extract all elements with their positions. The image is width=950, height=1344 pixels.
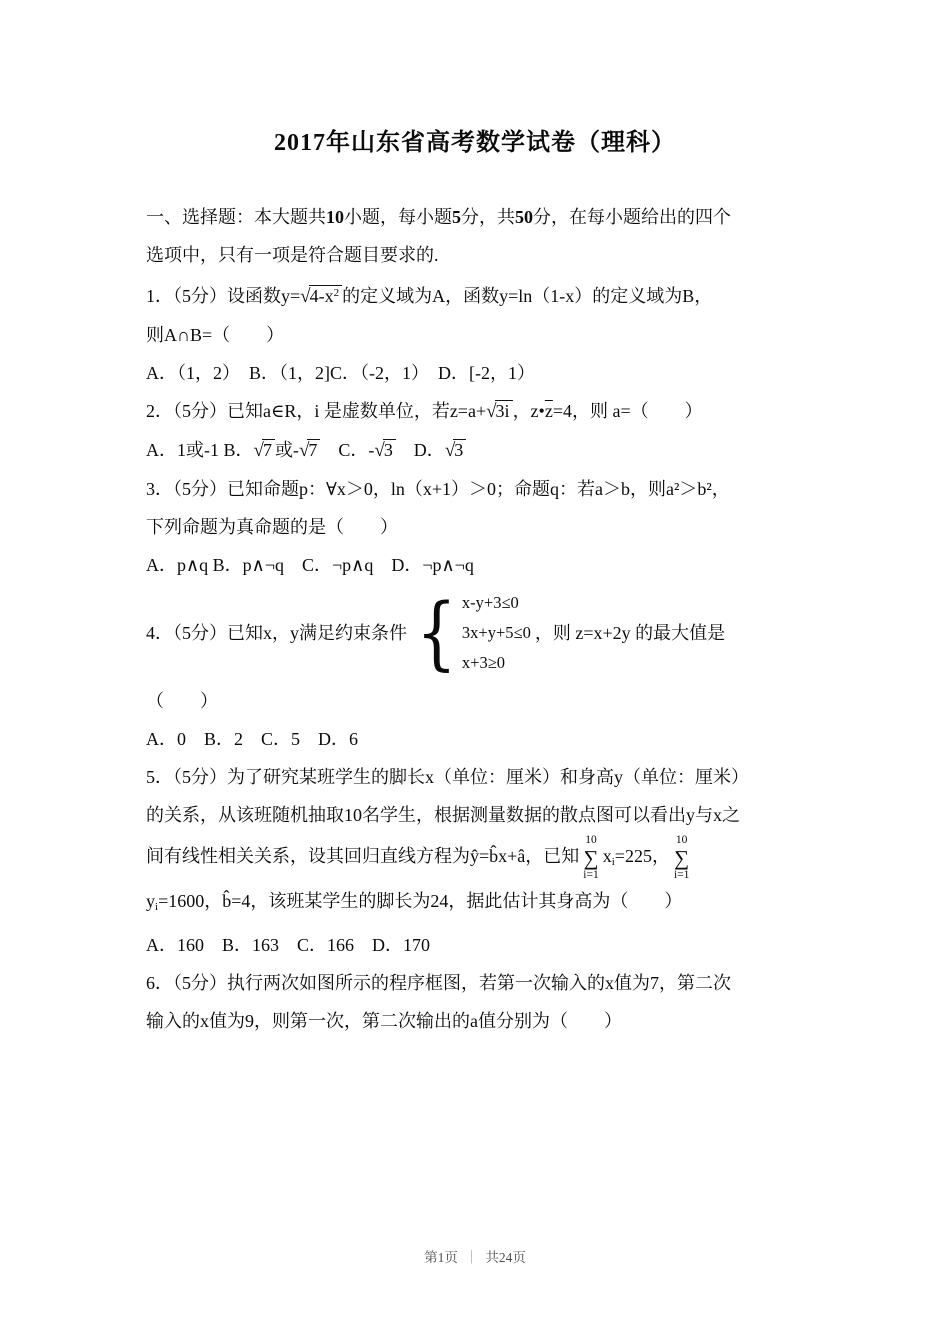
sqrt-expression	[374, 440, 395, 460]
intro-points-each: 5	[452, 207, 461, 227]
q2-options	[146, 440, 466, 460]
constraint-1: x-y+3≤0	[461, 593, 519, 612]
q5-line3-text-a: 间有线性相关关系，设其回归直线方程为	[146, 846, 470, 867]
q1-text-post: 的定义域为A，函数y=ln（1-x）的定义域为B，	[342, 286, 713, 306]
subscript: i	[611, 856, 615, 869]
q1-line2: 则A∩B=（ ）	[146, 325, 285, 345]
intro-line2: 选项中，只有一项是符合题目要求的.	[146, 245, 439, 265]
q3-line1: 3．（5分）已知命题p：∀x＞0，ln（x+1）＞0；命题q：若a＞b，则a²＞b²，	[146, 479, 730, 499]
sqrt-expression	[300, 286, 342, 306]
q4-text-pre: 4．（5分）已知x，y满足约束条件	[146, 623, 407, 643]
q5-y-value: =1600，	[158, 891, 223, 911]
regression-formula: ŷ=b̂x+â	[470, 846, 526, 867]
sum-lower-limit: i=1	[583, 869, 599, 881]
q5-line2: 的关系，从该班随机抽取10名学生，根据测量数据的散点图可以看出y与x之	[146, 805, 740, 825]
radicand-text: 3	[383, 439, 396, 460]
q1-options: A．（1，2） B．（1，2]C．（-2，1） D．[-2，1）	[146, 363, 535, 383]
sum-lower-limit: i=1	[673, 869, 690, 881]
q6-line1: 6．（5分）执行两次如图所示的程序框图，若第一次输入的x值为7，第二次	[146, 973, 731, 993]
q5-line3-text-b: ，已知	[525, 846, 580, 867]
intro-text-3: 分，共	[461, 207, 515, 227]
q4-line2: （ ）	[146, 691, 218, 711]
q2-opt-text-4: D．	[395, 440, 445, 460]
q5-line3	[146, 834, 693, 881]
q1-text-pre: 1．（5分）设函数y=	[146, 286, 301, 306]
radical-sign-icon: √	[253, 440, 264, 461]
intro-count-questions: 10	[326, 207, 344, 227]
radicand-text: 7	[262, 439, 275, 460]
section-intro	[146, 198, 812, 274]
page-footer	[0, 1246, 950, 1266]
variable-y: y	[146, 891, 155, 911]
q5-x-term	[602, 846, 670, 869]
sqrt-expression	[445, 440, 466, 460]
question-6	[146, 964, 812, 1040]
exam-content	[146, 198, 812, 1040]
sum-upper-limit: 10	[585, 834, 597, 846]
subscript: i	[155, 901, 159, 913]
radicand-text: 4-x	[309, 286, 334, 306]
q3-line2: 下列命题为真命题的是（ ）	[146, 517, 398, 537]
q2-text-pre: 2．（5分）已知a∈R，i 是虚数单位，若z=a+	[146, 401, 487, 421]
radical-sign-icon: √	[300, 286, 311, 307]
sum-upper-limit: 10	[675, 834, 688, 846]
radical-sign-icon: √	[298, 440, 310, 461]
question-2	[146, 392, 812, 470]
q2-opt-text-3: C．-	[320, 440, 375, 460]
q4-constraint-row	[146, 588, 812, 678]
q2-opt-text-1: A．1或-1 B．	[146, 440, 254, 460]
summation-symbol	[583, 834, 598, 882]
radical-sign-icon: √	[444, 440, 456, 461]
radicand-text: 3	[453, 439, 466, 460]
summation-symbol	[674, 834, 689, 882]
intro-text-1: 一、选择题：本大题共	[146, 207, 326, 227]
q4-text-post: ，则 z=x+2y 的最大值是	[534, 623, 726, 643]
sigma-icon: ∑	[674, 846, 690, 870]
q5-line4	[146, 891, 682, 911]
radical-sign-icon: √	[374, 440, 385, 461]
q4-options: A．0 B．2 C．5 D．6	[146, 729, 359, 749]
left-brace-icon: {	[416, 586, 457, 679]
radical-sign-icon: √	[486, 401, 497, 422]
q5-line1: 5．（5分）为了研究某班学生的脚长x（单位：厘米）和身高y（单位：厘米）	[146, 767, 749, 787]
q6-line2: 输入的x值为9，则第一次，第二次输出的a值分别为（ ）	[146, 1011, 622, 1031]
footer-page-number: 第1页	[424, 1250, 458, 1265]
constraint-system	[411, 588, 531, 678]
footer-total-pages: 共24页	[485, 1250, 526, 1265]
sqrt-expression	[254, 440, 275, 460]
q3-options: A．p∧q B．p∧¬q C．¬p∧q D．¬p∧¬q	[146, 555, 474, 575]
constraint-lines	[462, 588, 531, 678]
question-3	[146, 470, 812, 584]
radicand-text: 3i	[495, 400, 513, 421]
conjugate-z: $\overline{z}$	[544, 401, 553, 421]
footer-separator: ｜	[464, 1250, 479, 1265]
radicand-text: 7	[307, 439, 320, 460]
constraint-2: 3x+y+5≤0	[461, 623, 531, 642]
constraint-3: x+3≥0	[461, 653, 506, 672]
q2-text-post: =4，则 a=（ ）	[552, 401, 703, 421]
page-title: 2017年山东省高考数学试卷（理科）	[274, 130, 676, 156]
sigma-icon: ∑	[583, 846, 599, 870]
intro-text-2: 小题，每小题	[344, 207, 452, 227]
q2-text-mid: ，z•	[512, 401, 545, 421]
superscript: 2	[333, 287, 340, 299]
variable-x: x	[602, 846, 612, 867]
question-1	[146, 274, 812, 392]
question-5	[146, 758, 812, 964]
q5-options: A．160 B．163 C．166 D．170	[146, 935, 431, 955]
question-4	[146, 588, 812, 758]
q5-line4-text: b̂=4，该班某学生的脚长为24，据此估计其身高为（ ）	[222, 891, 683, 911]
q2-opt-text-2: 或-	[274, 440, 299, 460]
q5-x-value: =225，	[614, 846, 670, 867]
radicand	[309, 285, 343, 306]
intro-points-total: 50	[515, 207, 533, 227]
sqrt-expression	[486, 401, 512, 421]
sqrt-expression	[299, 440, 320, 460]
intro-text-4: 分，在每小题给出的四个	[533, 207, 731, 227]
